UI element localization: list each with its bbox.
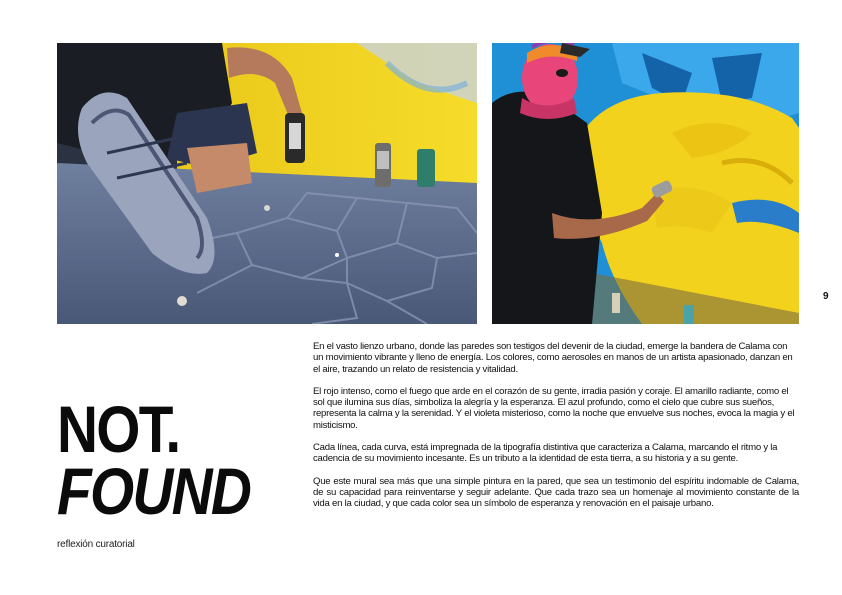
photo-artist-painting-wall-drawing xyxy=(492,43,799,324)
title-line-2: FOUND xyxy=(57,454,251,528)
paragraph-3: Cada línea, cada curva, está impregnada de la tipografía distintiva que caracteriza a Calama, marcando el ritmo y la cadencia de su movimiento incesante. Es un tributo a la identidad de esta tierra, a su historia y a su gente. xyxy=(313,442,778,465)
photo-artist-crouching xyxy=(57,43,477,324)
title-line-1: NOT. xyxy=(57,392,180,466)
photo-artist-crouching-drawing xyxy=(57,43,477,324)
page-subtitle: reflexión curatorial xyxy=(57,539,135,550)
paragraph-4: Que este mural sea más que una simple pintura en la pared, que sea un testimonio del espíritu indomable de Calama, de su capacidad para reinventarse y seguir adelante. Que cada trazo sea un homenaje al movimiento constante de la vida en la ciudad, y que cada color sea un símbolo de esperanza y renovación en el paisaje urbano. xyxy=(313,475,799,510)
paragraph-2: El rojo intenso, como el fuego que arde en el corazón de su gente, irradia pasión y coraje. El amarillo radiante, como el sol que ilumina sus días, simboliza la alegría y la esperanza. El azul profundo, como el cielo que cubre sus sueños, representa la calma y la serenidad. Y el violeta misterioso, como la noche que envuelve sus noches, evoca la magia y el misticismo. xyxy=(313,385,795,431)
body-text xyxy=(313,341,799,521)
paragraph-1: En el vasto lienzo urbano, donde las paredes son testigos del devenir de la ciudad, emerge la bandera de Calama con un movimiento vibrante y lleno de energía. Los colores, como aerosoles en manos de un artista apasionado, danzan en el aire, trazando un relato de resistencia y vitalidad. xyxy=(313,341,793,375)
photo-artist-painting-wall xyxy=(492,43,799,324)
page-title xyxy=(57,392,263,528)
page-number: 9 xyxy=(823,291,829,302)
